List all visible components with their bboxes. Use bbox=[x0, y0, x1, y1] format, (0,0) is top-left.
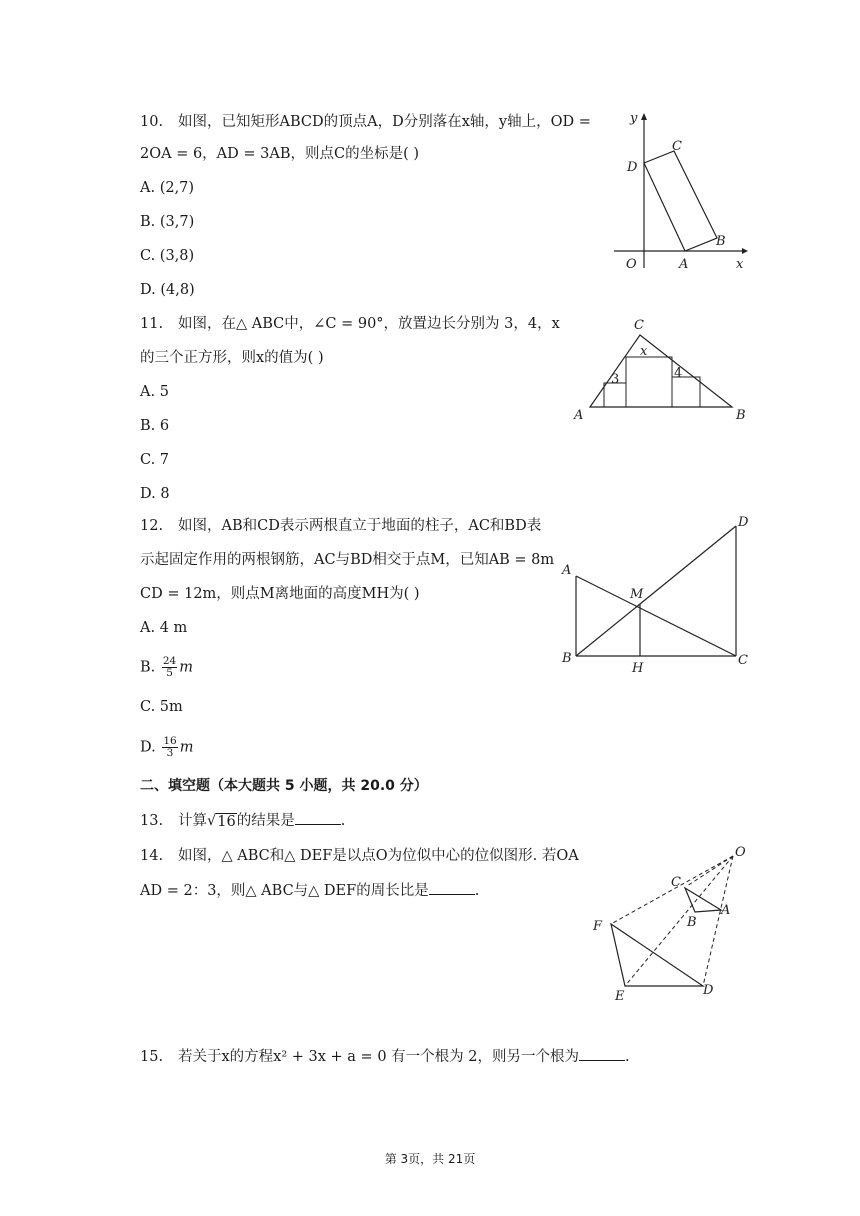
q11-figure bbox=[570, 315, 750, 425]
q15-answer-blank[interactable] bbox=[579, 1046, 625, 1061]
q12-option-a[interactable]: A. 4 m bbox=[140, 620, 188, 636]
q12-label-c: C bbox=[738, 653, 748, 668]
q10-option-c[interactable]: C. (3,8) bbox=[140, 248, 195, 264]
q14-label-e: E bbox=[615, 989, 625, 1004]
q14-number: 14. bbox=[140, 848, 164, 864]
q11-label-b: B bbox=[736, 408, 746, 423]
q12-option-d-fraction: $\frac{16}{3}$ bbox=[163, 735, 177, 759]
q14-label-f: F bbox=[593, 919, 603, 934]
q10-line1: 10. 如图，已知矩形ABCD的顶点A，D分别落在x轴，y轴上，OD = bbox=[140, 114, 591, 130]
q12-option-c[interactable]: C. 5m bbox=[140, 699, 183, 715]
q14-label-c: C bbox=[671, 875, 681, 890]
q12-line3: CD = 12m，则点M离地面的高度MH为( ) bbox=[140, 586, 420, 602]
q12-label-m: M bbox=[630, 587, 644, 602]
q11-line1: 11. 如图，在△ ABC中，∠C = 90°，放置边长分别为 3，4，x bbox=[140, 316, 560, 332]
page-footer: 第 3页，共 21页 bbox=[384, 1152, 476, 1166]
q15-line: 15. 若关于x的方程x² + 3x + a = 0 有一个根为 2，则另一个根为 . bbox=[140, 1046, 630, 1067]
q10-label-a: A bbox=[679, 257, 689, 272]
q13-number: 13. bbox=[140, 813, 164, 829]
q11-option-b[interactable]: B. 6 bbox=[140, 418, 170, 434]
q12-option-d[interactable]: D. $\frac{16}{3}$ m bbox=[140, 735, 194, 759]
q10-label-b: B bbox=[716, 234, 726, 249]
q14-figure bbox=[585, 842, 755, 1007]
q10-label-x: x bbox=[736, 257, 744, 272]
q15-number: 15. bbox=[140, 1049, 164, 1065]
q12-label-d: D bbox=[738, 515, 749, 530]
q13-sqrt: √ 16 bbox=[207, 813, 236, 830]
q14-answer-blank[interactable] bbox=[429, 880, 475, 895]
q14-line2: AD = 2：3，则△ ABC与△ DEF的周长比是 . bbox=[140, 880, 479, 901]
q14-line1: 14. 如图，△ ABC和△ DEF是以点O为位似中心的位似图形. 若OA bbox=[140, 848, 579, 864]
q12-option-b[interactable]: B. $\frac{24}{5}$ m bbox=[140, 655, 193, 679]
q10-number: 10. bbox=[140, 114, 164, 130]
q12-line1: 12. 如图，AB和CD表示两根直立于地面的柱子，AC和BD表 bbox=[140, 518, 542, 534]
q13-answer-blank[interactable] bbox=[295, 810, 341, 825]
q14-label-b: B bbox=[687, 915, 697, 930]
q11-number: 11. bbox=[140, 316, 164, 332]
q10-option-d[interactable]: D. (4,8) bbox=[140, 282, 195, 298]
q10-option-a[interactable]: A. (2,7) bbox=[140, 180, 195, 196]
q11-option-c[interactable]: C. 7 bbox=[140, 452, 170, 468]
q14-label-a: A bbox=[721, 903, 731, 918]
q12-label-h: H bbox=[632, 661, 644, 676]
q12-label-a: A bbox=[562, 563, 572, 578]
q10-label-o: O bbox=[626, 257, 637, 272]
q11-option-a[interactable]: A. 5 bbox=[140, 384, 169, 400]
q14-label-o: O bbox=[735, 845, 746, 860]
q11-line2: 的三个正方形，则x的值为( ) bbox=[140, 350, 324, 366]
q12-figure bbox=[558, 512, 758, 682]
q10-label-y: y bbox=[630, 111, 638, 126]
q11-option-d[interactable]: D. 8 bbox=[140, 486, 170, 502]
q14-label-d: D bbox=[703, 983, 714, 998]
q11-label-a: A bbox=[574, 408, 584, 423]
q11-label-x: x bbox=[640, 344, 648, 359]
section-heading-fill-in: 二、填空题（本大题共 5 小题，共 20.0 分） bbox=[140, 778, 428, 794]
q11-label-c: C bbox=[634, 318, 644, 333]
q11-label-4: 4 bbox=[674, 366, 683, 381]
q10-label-c: C bbox=[672, 139, 682, 154]
q11-label-3: 3 bbox=[611, 372, 620, 387]
q10-line2: 2OA = 6，AD = 3AB，则点C的坐标是( ) bbox=[140, 146, 420, 162]
q10-option-b[interactable]: B. (3,7) bbox=[140, 214, 195, 230]
q10-label-d: D bbox=[627, 160, 638, 175]
q10-figure bbox=[612, 108, 752, 273]
q12-label-b: B bbox=[562, 651, 572, 666]
q13-line: 13. 计算 √ 16 的结果是 . bbox=[140, 810, 345, 831]
q12-number: 12. bbox=[140, 518, 164, 534]
q12-option-b-fraction: $\frac{24}{5}$ bbox=[162, 655, 177, 679]
q12-line2: 示起固定作用的两根钢筋，AC与BD相交于点M，已知AB = 8m bbox=[140, 552, 555, 568]
